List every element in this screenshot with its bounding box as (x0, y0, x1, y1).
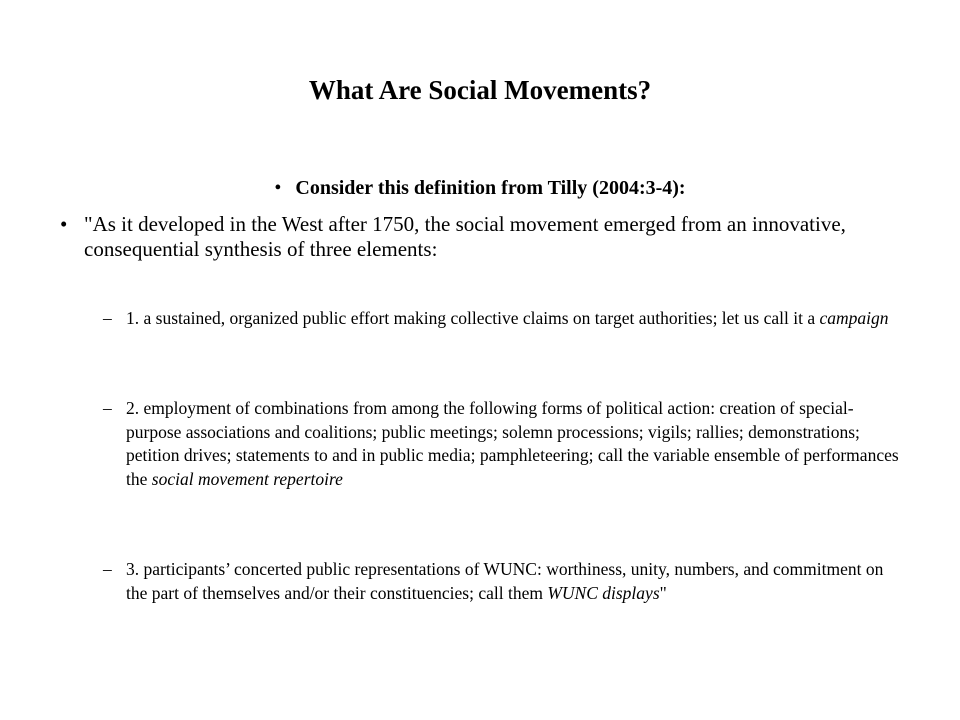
sub-item-italic: social movement repertoire (151, 468, 343, 489)
intro-bullet (0, 176, 960, 201)
intro-bullet-text: Consider this definition from Tilly (2004:3-4): (295, 177, 686, 199)
bullet-icon: • (274, 177, 282, 199)
sub-item-tail: " (659, 582, 667, 603)
bullet-icon: • (60, 212, 68, 236)
sub-item-text (126, 397, 903, 491)
slide-title: What Are Social Movements? (308, 75, 652, 105)
sub-item-body: 1. a sustained, organized public effort making collective claims on target authorities; let us call it a (126, 308, 820, 328)
dash-icon: – (103, 308, 112, 328)
sub-item-italic: WUNC displays (547, 582, 660, 603)
sub-item-2 (103, 397, 903, 491)
sub-item-body: 3. participants’ concerted public representations of WUNC: worthiness, unity, numbers, and commitment on the part of themselves and/or their constituencies; call them (126, 559, 884, 603)
sub-item-text (126, 307, 903, 331)
sub-item-1 (103, 307, 903, 331)
dash-icon: – (103, 398, 112, 418)
quote-bullet (60, 212, 890, 262)
sub-item-text (126, 558, 903, 605)
sub-item-italic: campaign (819, 308, 889, 328)
sub-item-body: 2. employment of combinations from among the following forms of political action: creation of special-purpose associations and coalitions; public meetings; solemn processions; vigils; rallies; demonstrations; petition drives; statements to and in public media; pamphleteering; call the variable ensemble of performances the (126, 398, 899, 489)
sub-item-3 (103, 558, 903, 605)
dash-icon: – (103, 559, 112, 579)
quote-bullet-text: "As it developed in the West after 1750, the social movement emerged from an innovative, consequential synthesis of three elements: (84, 212, 846, 261)
